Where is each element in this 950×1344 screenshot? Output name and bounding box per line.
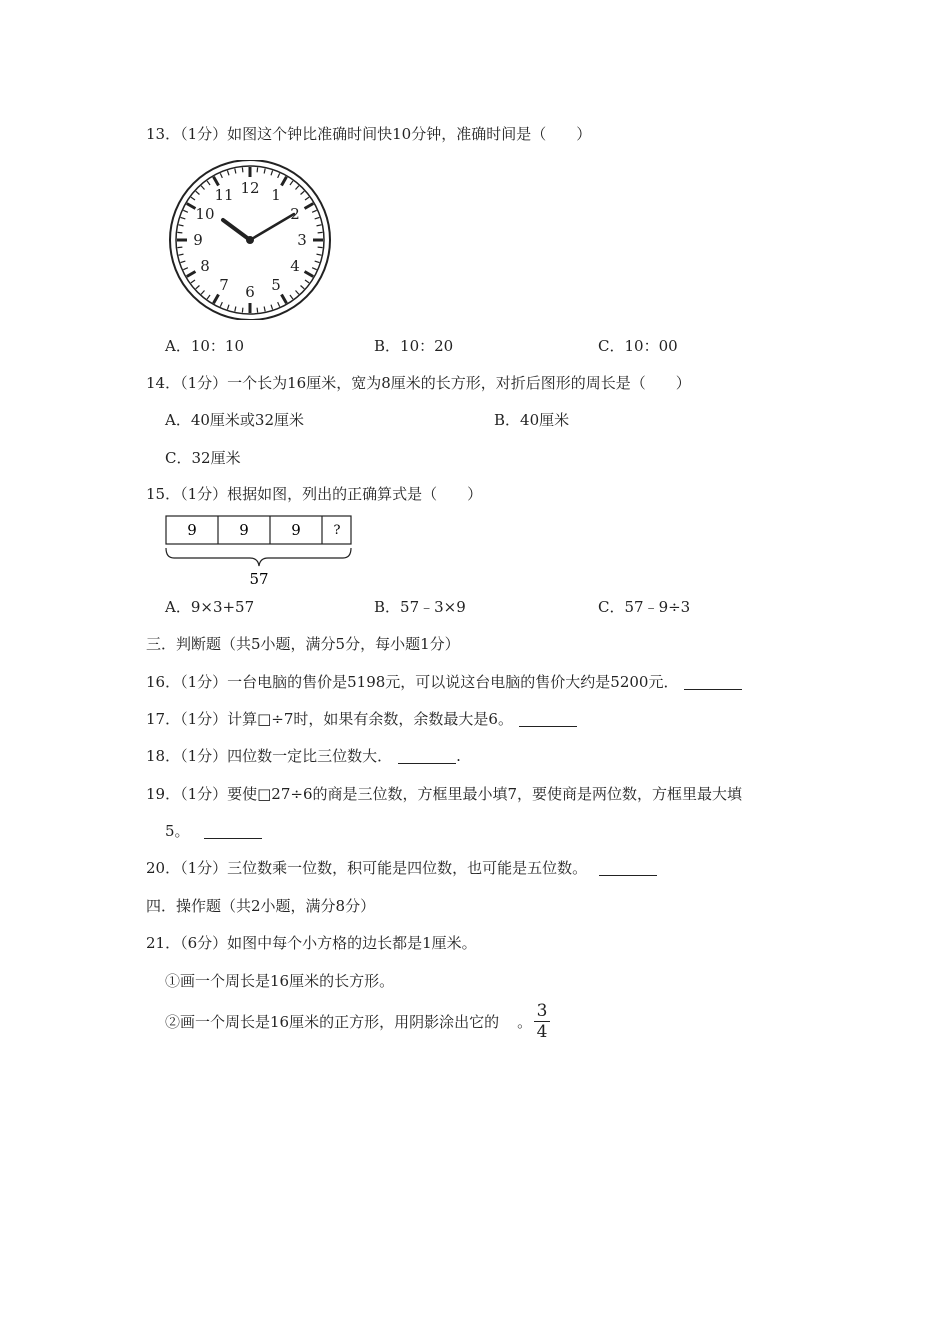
clock-minute-tick	[191, 197, 195, 200]
box-1: 9	[187, 521, 197, 539]
clock-minute-tick	[264, 307, 265, 312]
clock-hour-tick	[214, 177, 219, 186]
q13-option-c: C．10：00	[598, 337, 678, 355]
clock-minute-tick	[301, 286, 305, 289]
q21-item-2-end: 。	[517, 1013, 533, 1031]
q19-line-2: 5。	[165, 822, 190, 840]
fraction-denominator: 4	[536, 1022, 548, 1042]
clock-minute-tick	[181, 217, 186, 219]
q20	[146, 858, 657, 878]
clock-minute-tick	[201, 186, 204, 190]
clock-minute-tick	[179, 225, 184, 226]
clock-minute-tick	[220, 302, 222, 307]
q18-period: .	[456, 747, 461, 765]
clock-minute-tick	[296, 186, 299, 190]
section-4-heading: 四．操作题（共2小题，满分8分）	[146, 897, 376, 915]
q20-text: 20．（1分）三位数乘一位数，积可能是四位数，也可能是五位数。	[146, 859, 588, 877]
q21-stem: 21．（6分）如图中每个小方格的边长都是1厘米。	[146, 934, 477, 952]
clock-numeral-10: 10	[195, 205, 215, 223]
clock-minute-tick	[196, 191, 200, 194]
hour-hand	[223, 220, 250, 240]
q18	[146, 746, 461, 766]
q15-option-c: C．57﹣9÷3	[598, 598, 691, 616]
q19-line-1: 19．（1分）要使□27÷6的商是三位数，方框里最小填7，要使商是两位数，方框里最大填	[146, 785, 743, 803]
clock-minute-tick	[242, 167, 243, 172]
clock-numeral-5: 5	[271, 276, 281, 295]
clock-minute-tick	[290, 181, 293, 185]
clock-minute-tick	[177, 232, 182, 233]
clock-numeral-7: 7	[219, 276, 229, 295]
clock-hour-tick	[305, 204, 314, 209]
clock-minute-tick	[271, 305, 273, 310]
clock-hour-tick	[214, 295, 219, 304]
clock-minute-tick	[257, 167, 258, 172]
clock-minute-tick	[242, 308, 243, 313]
q17-answer-blank[interactable]	[519, 712, 577, 727]
clock-minute-tick	[315, 261, 320, 263]
clock-hour-tick	[187, 204, 196, 209]
clock-minute-tick	[264, 169, 265, 174]
clock-minute-tick	[278, 302, 280, 307]
clock-minute-tick	[296, 291, 299, 295]
q15-option-b: B．57﹣3×9	[374, 598, 466, 616]
q13-stem: 13．（1分）如图这个钟比准确时间快10分钟，准确时间是（ ）	[146, 125, 592, 143]
q16	[146, 672, 742, 692]
clock-minute-tick	[305, 280, 309, 283]
q15-option-a: A．9×3+57	[165, 598, 255, 616]
clock-numeral-1: 1	[271, 185, 281, 204]
clock-minute-tick	[290, 295, 293, 299]
q15-stem: 15．（1分）根据如图，列出的正确算式是（ ）	[146, 485, 483, 503]
clock-numeral-6: 6	[245, 283, 255, 301]
clock-minute-tick	[235, 307, 236, 312]
clock-hour-tick	[282, 295, 287, 304]
clock-minute-tick	[305, 197, 309, 200]
clock-minute-tick	[318, 247, 323, 248]
clock-minute-tick	[317, 225, 322, 226]
box-4: ?	[333, 523, 341, 538]
q19	[165, 821, 262, 841]
clock-numeral-4: 4	[290, 257, 300, 275]
clock-minute-tick	[317, 254, 322, 255]
clock-minute-tick	[271, 171, 273, 176]
total-label: 57	[249, 570, 269, 588]
clock-figure	[165, 160, 335, 320]
clock-numeral-3: 3	[297, 231, 307, 249]
fraction-numerator: 3	[536, 1001, 548, 1021]
minute-hand	[250, 214, 294, 240]
clock-minute-tick	[196, 286, 200, 289]
q17	[146, 709, 577, 729]
q17-text: 17．（1分）计算□÷7时，如果有余数，余数最大是6。	[146, 710, 513, 728]
clock-numeral-11: 11	[214, 185, 234, 204]
q21-item-2-text: ②画一个周长是16厘米的正方形，用阴影涂出它的	[165, 1013, 500, 1031]
q20-answer-blank[interactable]	[599, 861, 657, 876]
clock-minute-tick	[227, 305, 229, 310]
q14-option-b: B．40厘米	[494, 411, 570, 429]
clock-hour-tick	[305, 272, 314, 277]
clock-minute-tick	[207, 295, 210, 299]
q16-answer-blank[interactable]	[684, 675, 742, 690]
q18-answer-blank[interactable]	[398, 749, 456, 764]
clock-minute-tick	[177, 247, 182, 248]
q14-stem: 14．（1分）一个长为16厘米，宽为8厘米的长方形，对折后图形的周长是（ ）	[146, 374, 691, 392]
clock-minute-tick	[235, 169, 236, 174]
segment-diagram	[160, 512, 360, 592]
clock-minute-tick	[257, 308, 258, 313]
clock-minute-tick	[183, 210, 188, 212]
clock-numeral-9: 9	[193, 231, 203, 249]
clock-minute-tick	[181, 261, 186, 263]
q13-option-b: B．10：20	[374, 337, 454, 355]
fraction-three-quarters	[534, 1002, 550, 1041]
clock-minute-tick	[227, 171, 229, 176]
clock-minute-tick	[220, 173, 222, 178]
clock-minute-tick	[191, 280, 195, 283]
clock-minute-tick	[301, 191, 305, 194]
clock-numeral-12: 12	[240, 179, 260, 197]
clock-minute-tick	[183, 268, 188, 270]
clock-minute-tick	[312, 268, 317, 270]
clock-numeral-8: 8	[200, 257, 210, 275]
q19-answer-blank[interactable]	[204, 824, 262, 839]
q18-text: 18．（1分）四位数一定比三位数大．	[146, 747, 393, 765]
clock-minute-tick	[179, 254, 184, 255]
clock-minute-tick	[201, 291, 204, 295]
clock-minute-tick	[207, 181, 210, 185]
clock-minute-tick	[312, 210, 317, 212]
section-3-heading: 三．判断题（共5小题，满分5分，每小题1分）	[146, 635, 460, 653]
q21-item-2	[165, 1012, 532, 1032]
q16-text: 16．（1分）一台电脑的售价是5198元，可以说这台电脑的售价大约是5200元．	[146, 673, 679, 691]
clock-minute-tick	[315, 217, 320, 219]
clock-hour-tick	[187, 272, 196, 277]
q14-option-a: A．40厘米或32厘米	[165, 411, 305, 429]
clock-minute-tick	[278, 173, 280, 178]
clock-hour-tick	[282, 177, 287, 186]
clock-minute-tick	[318, 232, 323, 233]
q21-item-1: ①画一个周长是16厘米的长方形。	[165, 972, 395, 990]
box-3: 9	[291, 521, 301, 539]
clock-numeral-2: 2	[290, 205, 300, 223]
box-2: 9	[239, 521, 249, 539]
q14-option-c: C．32厘米	[165, 449, 241, 467]
q13-option-a: A．10：10	[165, 337, 245, 355]
